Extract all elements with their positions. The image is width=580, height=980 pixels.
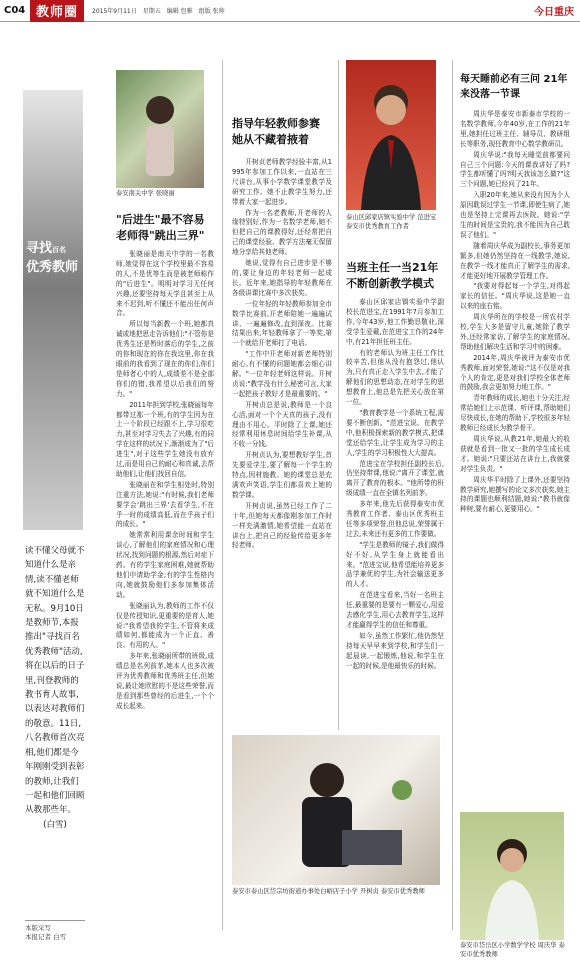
photo-caption-fan: 泰山区邱家店镇实验中学 范进宝 泰安市优秀教育工作者 <box>346 214 437 230</box>
page-number: C04 <box>4 5 26 16</box>
article-body-kai: 开树贞老师教学经验丰富,从1995年参加工作以来,一直站在三尺讲台,从事小学数学课堂教学及研究工作。她不止教学生努力,还带着大家一起进步。 作为一名老教师,开老师的人缘特别好,作为一名数学老师,她不但把自己的课教得好,还经常把自己的课堂经验、教学方法毫无保留地分享给其他老师。 她说,觉得有自己进步是不够的,要让身边的年轻老师一起成长。近年来,她指导的年轻教师在各级讲课比赛中多次获奖。 一位年轻的年轻教师参加全市数学比赛前,开老师陪她一遍遍试讲、一遍遍修改,直到深夜。比赛结果出来,年轻教师拿了一等奖,第一个就给开老师打了电话。 "工作中开老师对新老师特别耐心,有不懂的问题她都会细心讲解。"一位年轻老师这样说。开树贞说:"教学没有什么秘密可言,大家一起把孩子教好才是最重要的。" 开树贞总是说,教师是一个良心活,面对一个个天真的孩子,没有理由不用心。平时除了上课,她还经常利用休息时间给学生补课,从不收一分钱。 开树贞认为,要想教好学生,首先要爱学生,要了解每一个学生的特点,因材施教。她的课堂总是充满欢声笑语,学生们都喜欢上她的数学课。 开树贞说,虽然已经工作了二十年,但她每天都像刚参加工作时一样充满激情,她希望能一直站在讲台上,把自己的经验传给更多年轻老师。 <box>232 158 332 550</box>
photo-caption-zhang: 泰安南关中学 张晓丽 <box>116 190 175 197</box>
headline-zhou: 每天睡前必有三问 21年来没落一节课 <box>460 74 568 100</box>
photo-caption-kai: 泰安市泰山区岱宗坊街道办事处白峪店子小学 开树贞 泰安市优秀教师 <box>232 888 425 895</box>
page-header <box>0 0 580 22</box>
newspaper-logo: 今日重庆 <box>534 7 574 18</box>
editor-name: 本报记者 白雪 <box>25 933 67 941</box>
teacher-photo-zhang <box>116 70 204 188</box>
teacher-photo-zhou <box>460 812 564 940</box>
headline-zhang: "后进生"最不容易 老师得"跳出三界" <box>116 213 205 242</box>
article-body-fan: 泰山区邱家店镇实验中学副校长范进宝,在1991年7月参加工作,今年43岁,他工作勤恳敬业,深受学生爱戴,在范进宝工作的24年中,有21年担任班主任。 有的老师认为班主任工作比较辛苦,但他从没有抱怨过,他认为,只有真正走入学生中去,才能了解他们的思想动态,在对学生的思想教育上,他总是先把关心放在第一位。 "教育教学是一个系统工程,需要不断创新。"范进宝说。在教学中,他积极探索新的教学模式,把课堂还给学生,让学生成为学习的主人,学生的学习积极性大大提高。 范进宝在学校担任副校长后,仍坚持带课,他说:"离开了课堂,就离开了教育的根本。"他所带的班级成绩一直在全镇名列前茅。 多年来,他先后获得泰安市优秀教育工作者、泰山区优秀班主任等多项荣誉,但他总说,荣誉属于过去,未来还有更多的工作要做。 "学生是教师的镜子,我们做得好不好,从学生身上就能看出来。"范进宝说,他希望能培养更多品学兼优的学生,为社会输送更多的人才。 在范进宝看来,当好一名班主任,最重要的是要有一颗爱心,用爱去感化学生,用心去教育学生,这样才能赢得学生的信任和尊重。 如今,虽然工作繁忙,他仍然坚持每天早早来到学校,和学生们一起晨读,一起锻炼,他说,和学生在一起的时候,是他最快乐的时候。 <box>346 298 444 670</box>
editor-label: 本版采写 <box>25 924 51 932</box>
weekday: 星期五 <box>142 8 161 15</box>
editor: 编辑 包雅 <box>166 8 193 15</box>
article-body-zhang: 张晓丽是南关中学的一名教师,她觉得在这个学校里最不容易的人,不是优等生而是被老师称作的"后进生"。明明对学习无任何兴趣,还要坚持每天学且甚至上从来不迟到,听不懂还不能出任何声音。 所以每当新教一个班,她都真诚或地把思走告诉他们:"不管你是优秀生还是暂时落后的学生,之前的你和现在的你在我这里,你在我眼前的我看到了现在的你们,你们是师者心中的人,成绩差不是全部你们的错,我希望以后我们的努力。" 2011年担到学校,张晓丽每年都带过那一个班,有的学生因为在上一个阶段已经跟不上,学习很吃力,甚至对学习失去了兴趣,有的同学在这样的状况下,渐渐成为了"后进生",对于这些学生她没有放弃过,而是用自己的耐心和真诚,去帮助他们,让他们找回自信。 张晓丽在和学生相处时,特别注重方法,她说:"有时候,我们老师要学会'跳出三界'去看学生,不在乎一时的成绩高低,而在乎孩子们的成长。" 她常常利用课余时间和学生谈心,了解他们的家庭情况和心理状况,找到问题的根源,然后对症下药。有的学生家庭困难,她就帮助他们申请助学金;有的学生性格内向,她就鼓励他们多参加集体活动。 张晓丽认为,教师的工作不仅仅是传授知识,更重要的是育人,她说:"我希望我的学生,不管将来成绩如何,都能成为一个正直、善良、有用的人。" 多年来,张晓丽所带的班级,成绩总是名列前茅,她本人也多次被评为优秀教师和优秀班主任,但她说,最让她欣慰的不是这些荣誉,而是看到那些曾经的后进生,一个个成长起来。 <box>116 250 214 710</box>
banner-title: 寻找百名 优秀教师 <box>26 241 79 275</box>
teacher-photo-kai <box>232 735 440 885</box>
intro-signature: (白雪) <box>43 819 67 830</box>
sidebar-banner <box>23 90 83 530</box>
teacher-photo-fan <box>346 60 436 210</box>
headline-kai: 指导年轻教师参赛 她从不藏着掖着 <box>232 117 320 146</box>
editor-box <box>25 920 85 942</box>
intro-text: 读不懂父母就不知道什么是亲情,读不懂老师就不知道什么是无私。9月10日是教师节,本报推出"寻找百名优秀教师"活动,将在以后的日子里,刊登教师的教书育人故事,以表达对教师们的敬意。11日,八名教师首次亮相,他们都是今年刚刚受到表彰的教师,让我们一起和他们回顾从教那些年。 (白雪) <box>25 544 85 832</box>
issue-date: 2015年9月11日 <box>92 8 137 15</box>
header-meta <box>92 6 225 15</box>
photo-caption-zhou: 泰安市岱岳区小学数学学校 周庆华 泰安市优秀教师 <box>460 942 565 958</box>
headline-fan: 当班主任一当21年 不断创新教学模式 <box>346 261 439 290</box>
proof: 组版 张帅 <box>198 8 225 15</box>
section-title: 教师圈 <box>30 0 84 22</box>
article-body-zhou: 周庆华是泰安市新泰市学校的一名数学教师,今年40岁,在工作的21年里,她担任过班主任、辅导员、教研组长等职务,现任教育中心数学教研员。 周庆华说:"我每天睡觉前都要问自己三个问题:今天的课我讲好了吗?学生都听懂了吗?明天我该怎么做?"这三个问题,她已经问了21年。 入职20年来,她从来没有因为个人原因耽误过学生一节课,即使生病了,她也是坚持上完课再去医院。她说:"学生的时间是宝贵的,我不能因为自己耽误了他们。" 随着周庆华成为副校长,事务更加繁多,但她仍然坚持在一线教学,她说,在教学一线才能真正了解学生的需求,才能更好地开展教学管理工作。 "我要对得起每一个学生,对得起家长的信任。"周庆华说,这是她一直以来的座右铭。 周庆华所在的学校是一所农村学校,学生大多是留守儿童,她除了教学外,还经常家访,了解学生的家庭情况,帮助他们解决生活和学习中的困难。 2014年,周庆华被评为泰安市优秀教师,面对荣誉,她说:"这不仅是对我个人的肯定,更是对我们学校全体老师的鼓励,我会更加努力地工作。" 青年教师的成长,她也十分关注,经常给她们上示范课、听评课,帮助她们尽快成长,在她的帮助下,学校很多年轻教师已经成长为教学骨干。 周庆华说,从教21年,她最大的收获就是看到一批又一批的学生成长成才。她说:"只要还站在讲台上,我就要对学生负责。" 周庆华平时除了上课外,还要坚持教学研究,她撰写的论文多次获奖,她主持的课题也顺利结题,她说:"教书就像种树,要有耐心,更要用心。" <box>460 110 570 514</box>
